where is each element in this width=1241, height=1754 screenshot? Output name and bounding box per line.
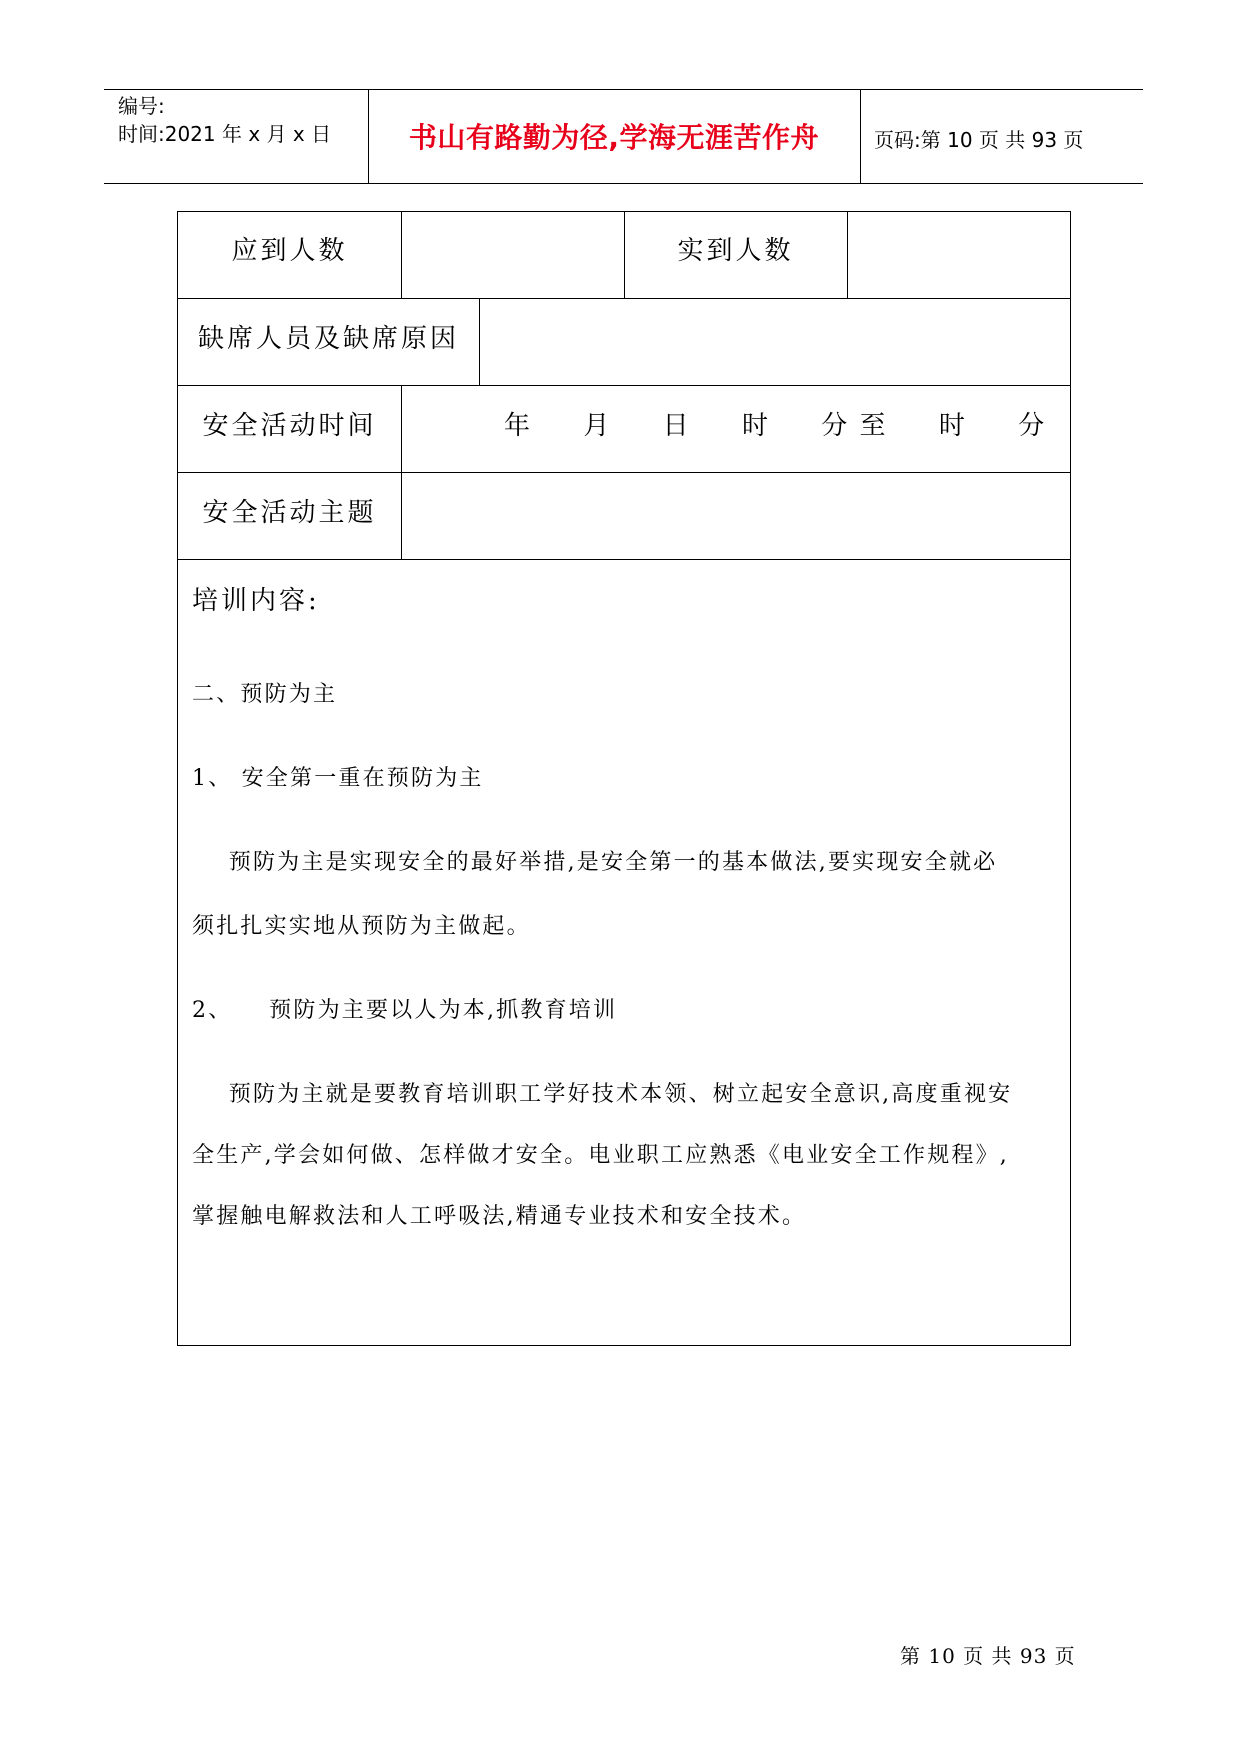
header-top-rule (104, 89, 1143, 90)
header-page-code: 页码:第 10 页 共 93 页 (874, 128, 1084, 152)
time-line: 时间:2021 年 x 月 x 日 (118, 122, 332, 146)
col-divider (479, 298, 480, 385)
header-divider-right (860, 89, 861, 183)
actual-count-field[interactable] (849, 214, 1068, 296)
page-footer: 第 10 页 共 93 页 (900, 1644, 1076, 1668)
col-divider (847, 212, 848, 298)
absent-label: 缺席人员及缺席原因 (197, 324, 459, 354)
content-paragraph-line: 掌握触电解救法和人工呼吸法,精通专业技术和安全技术。 (192, 1204, 807, 1229)
actual-count-label: 实到人数 (677, 236, 794, 266)
expected-count-label: 应到人数 (231, 236, 348, 266)
content-paragraph-line: 预防为主是实现安全的最好举措,是安全第一的基本做法,要实现安全就必 (192, 850, 998, 875)
topic-label: 安全活动主题 (202, 498, 377, 528)
content-subheading: 1、 安全第一重在预防为主 (192, 766, 484, 791)
content-paragraph-line: 须扎扎实实地从预防为主做起。 (192, 914, 531, 939)
col-divider (401, 212, 402, 298)
serial-label: 编号: (118, 94, 165, 118)
content-title: 培训内容: (192, 586, 320, 616)
header-bottom-rule (104, 183, 1143, 184)
time-label: 安全活动时间 (202, 411, 377, 441)
col-divider (401, 385, 402, 559)
time-value[interactable]: 年 月 日 时 分 至 时 分 (504, 411, 1047, 441)
absent-field[interactable] (481, 300, 1068, 383)
row-divider (178, 385, 1070, 386)
row-divider (178, 472, 1070, 473)
row-divider (178, 559, 1070, 560)
topic-field[interactable] (403, 474, 1068, 557)
content-paragraph-line: 预防为主就是要教育培训职工学好技术本领、树立起安全意识,高度重视安 (192, 1082, 1013, 1107)
content-subheading: 2、 预防为主要以人为本,抓教育培训 (192, 998, 618, 1023)
header-motto: 书山有路勤为径,学海无涯苦作舟 (408, 121, 820, 154)
content-heading: 二、预防为主 (192, 682, 338, 707)
activity-form-table (177, 211, 1071, 1346)
expected-count-field[interactable] (403, 214, 622, 296)
content-paragraph-line: 全生产,学会如何做、怎样做才安全。电业职工应熟悉《电业安全工作规程》, (192, 1143, 1009, 1168)
row-divider (178, 298, 1070, 299)
header-meta (118, 92, 331, 148)
